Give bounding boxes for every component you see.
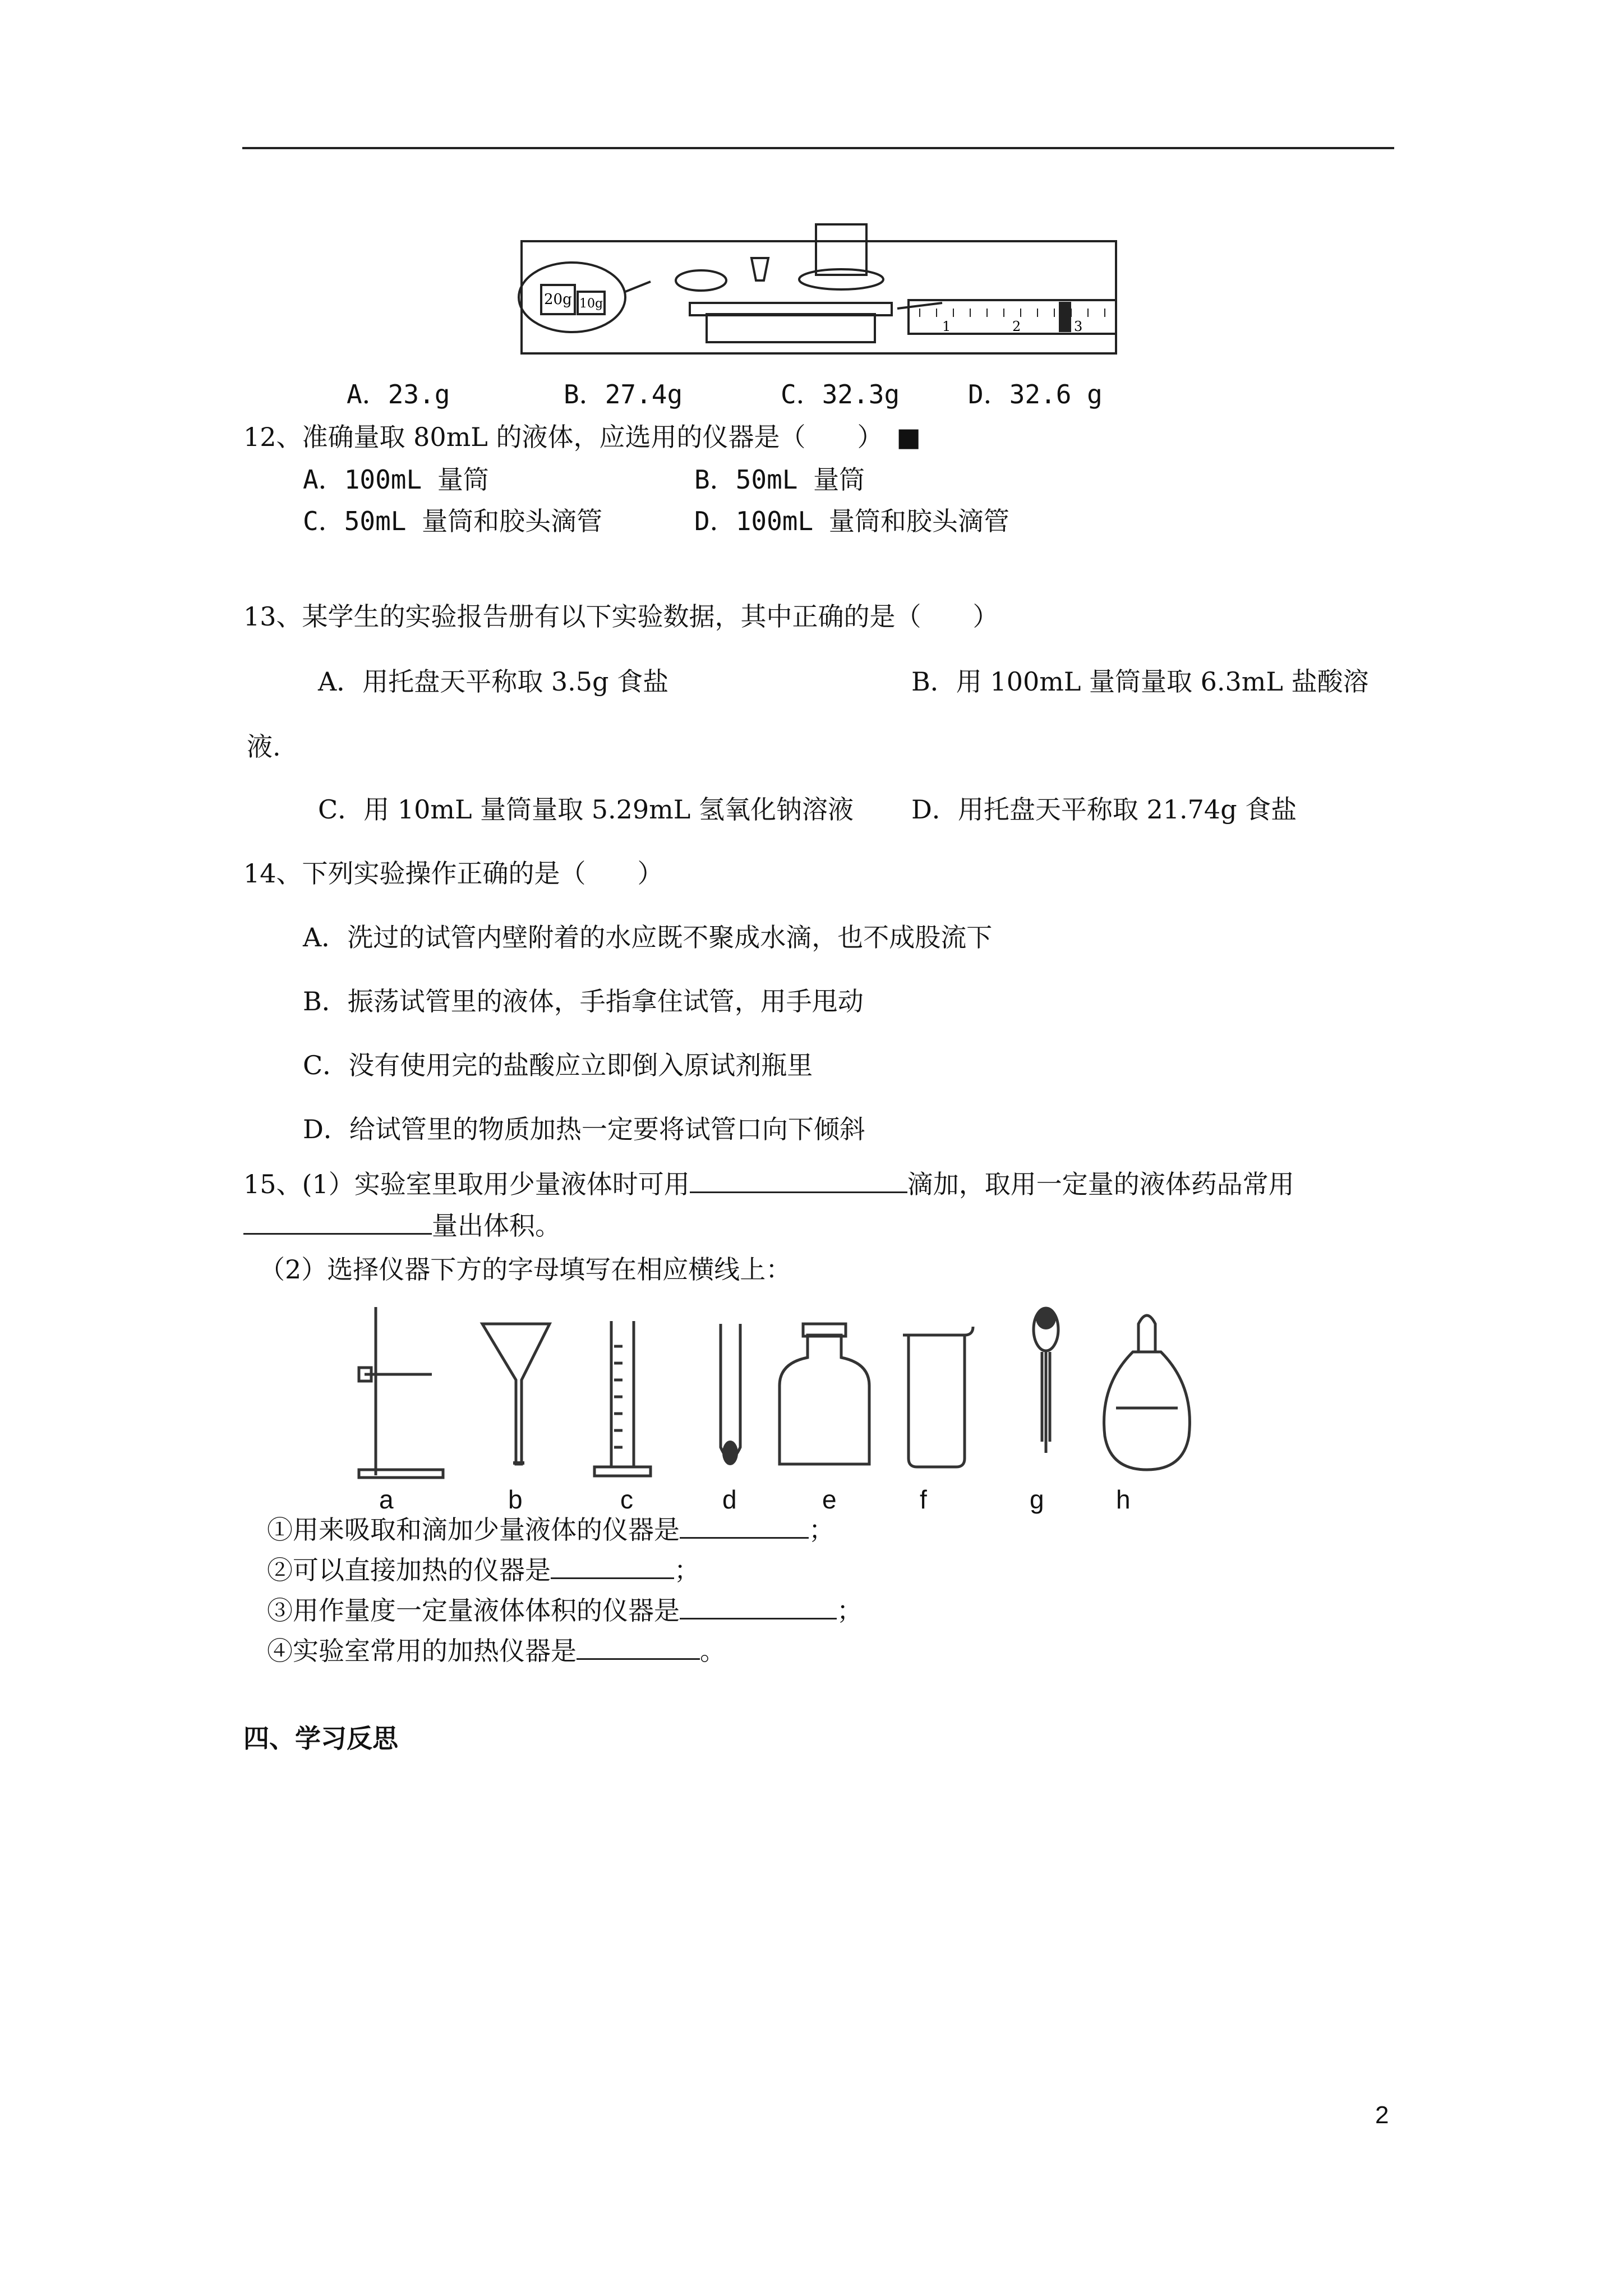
instrument-label-g: g bbox=[1030, 1485, 1044, 1514]
q15-blank-cylinder[interactable] bbox=[243, 1211, 432, 1235]
q13-stem: 13、某学生的实验报告册有以下实验数据，其中正确的是（ ） bbox=[243, 601, 999, 632]
q15-sub2-text: ②可以直接加热的仪器是 bbox=[267, 1555, 551, 1585]
q12-mark: ■ bbox=[896, 422, 921, 452]
q15-sub4-blank[interactable] bbox=[577, 1636, 700, 1660]
scale-tick-2: 2 bbox=[1012, 319, 1021, 334]
scale-tick-3: 3 bbox=[1074, 319, 1083, 334]
reagent-bottle bbox=[780, 1324, 869, 1464]
balance-figure bbox=[505, 219, 1138, 370]
q12-option-d: D．100mL 量筒和胶头滴管 bbox=[694, 506, 1009, 536]
q15-sub3-text: ③用作量度一定量液体体积的仪器是 bbox=[267, 1595, 680, 1626]
q12-option-b: B．50mL 量筒 bbox=[694, 464, 865, 495]
funnel bbox=[482, 1324, 550, 1464]
q15-part1-line1 bbox=[243, 1169, 1294, 1197]
pointer bbox=[751, 258, 768, 280]
q14-stem: 14、下列实验操作正确的是（ ） bbox=[243, 858, 663, 889]
q15-sub2-blank[interactable] bbox=[551, 1555, 674, 1579]
q11-option-a: A．23.g bbox=[347, 379, 450, 409]
test-tube bbox=[721, 1324, 740, 1458]
q13-option-c: C．用 10mL 量筒量取 5.29mL 氢氧化钠溶液 bbox=[318, 794, 854, 825]
q14-option-d: D．给试管里的物质加热一定要将试管口向下倾斜 bbox=[303, 1114, 865, 1144]
instrument-label-h: h bbox=[1116, 1485, 1131, 1514]
scale-tick-1: 1 bbox=[942, 319, 951, 334]
q13-option-b-cont: 液. bbox=[247, 731, 281, 762]
rider bbox=[1060, 303, 1070, 331]
iron-stand bbox=[359, 1307, 443, 1478]
beaker bbox=[903, 1327, 973, 1467]
weight-label-10g: 10g bbox=[579, 297, 603, 311]
q15-sub4 bbox=[267, 1636, 726, 1664]
q15-part1-c: 量出体积。 bbox=[432, 1211, 561, 1241]
right-pan bbox=[799, 269, 883, 289]
q15-sub2-semicolon: ； bbox=[674, 1555, 700, 1585]
q12-stem bbox=[243, 424, 921, 450]
q15-sub3-semicolon: ； bbox=[837, 1595, 863, 1626]
q15-sub1 bbox=[267, 1515, 834, 1543]
instrument-label-a: a bbox=[379, 1485, 394, 1514]
q11-option-b: B．27.4g bbox=[564, 379, 683, 409]
q15-part1-a: 15、(1）实验室里取用少量液体时可用 bbox=[243, 1169, 690, 1199]
q15-sub2 bbox=[267, 1555, 700, 1583]
q14-option-c: C．没有使用完的盐酸应立即倒入原试剂瓶里 bbox=[303, 1050, 813, 1080]
q11-option-c: C．32.3g bbox=[781, 379, 900, 409]
q13-option-a: A．用托盘天平称取 3.5g 食盐 bbox=[318, 666, 669, 697]
instrument-label-e: e bbox=[822, 1485, 837, 1514]
q14-option-b: B．振荡试管里的液体，手指拿住试管，用手甩动 bbox=[303, 986, 864, 1016]
instrument-label-b: b bbox=[508, 1485, 523, 1514]
q15-sub4-text: ④实验室常用的加热仪器是 bbox=[267, 1636, 577, 1666]
alcohol-lamp bbox=[1104, 1315, 1190, 1470]
q15-blank-dropper[interactable] bbox=[690, 1169, 907, 1193]
q15-part1-b: 滴加，取用一定量的液体药品常用 bbox=[907, 1169, 1294, 1199]
header-rule bbox=[242, 147, 1394, 149]
q15-part1-line2 bbox=[243, 1211, 561, 1239]
instrument-label-f: f bbox=[920, 1485, 927, 1514]
q15-sub1-semicolon: ； bbox=[809, 1515, 834, 1545]
q15-sub4-period: 。 bbox=[700, 1636, 726, 1666]
figure-frame bbox=[522, 241, 1116, 353]
instruments-figure bbox=[348, 1301, 1200, 1487]
q14-option-a: A．洗过的试管内壁附着的水应既不聚成水滴，也不成股流下 bbox=[303, 922, 993, 953]
q12-stem-text: 12、准确量取 80mL 的液体，应选用的仪器是（ ） bbox=[243, 422, 883, 452]
q15-sub3 bbox=[267, 1595, 863, 1626]
balance-base bbox=[707, 314, 875, 342]
q12-option-c: C．50mL 量筒和胶头滴管 bbox=[303, 506, 603, 536]
beaker-on-pan bbox=[816, 224, 866, 275]
instrument-label-d: d bbox=[722, 1485, 737, 1514]
weight-label-20g: 20g bbox=[544, 291, 572, 308]
graduated-cylinder bbox=[594, 1321, 651, 1476]
q15-sub1-text: ①用来吸取和滴加少量液体的仪器是 bbox=[267, 1515, 680, 1545]
left-pan bbox=[676, 270, 726, 291]
weights-inset bbox=[519, 263, 625, 332]
q13-option-b: B．用 100mL 量筒量取 6.3mL 盐酸溶 bbox=[911, 666, 1369, 697]
q15-sub3-blank[interactable] bbox=[680, 1595, 837, 1619]
section-4-title: 四、学习反思 bbox=[243, 1723, 398, 1754]
q13-option-d: D．用托盘天平称取 21.74g 食盐 bbox=[911, 794, 1297, 825]
q15-sub1-blank[interactable] bbox=[680, 1515, 809, 1539]
q15-part2: （2）选择仪器下方的字母填写在相应横线上： bbox=[259, 1254, 792, 1285]
q11-option-d: D．32.6 g bbox=[968, 379, 1103, 409]
page-number: 2 bbox=[1375, 2101, 1389, 2129]
instrument-label-c: c bbox=[620, 1485, 633, 1514]
q12-option-a: A．100mL 量筒 bbox=[303, 464, 489, 495]
dropper bbox=[1034, 1308, 1058, 1453]
